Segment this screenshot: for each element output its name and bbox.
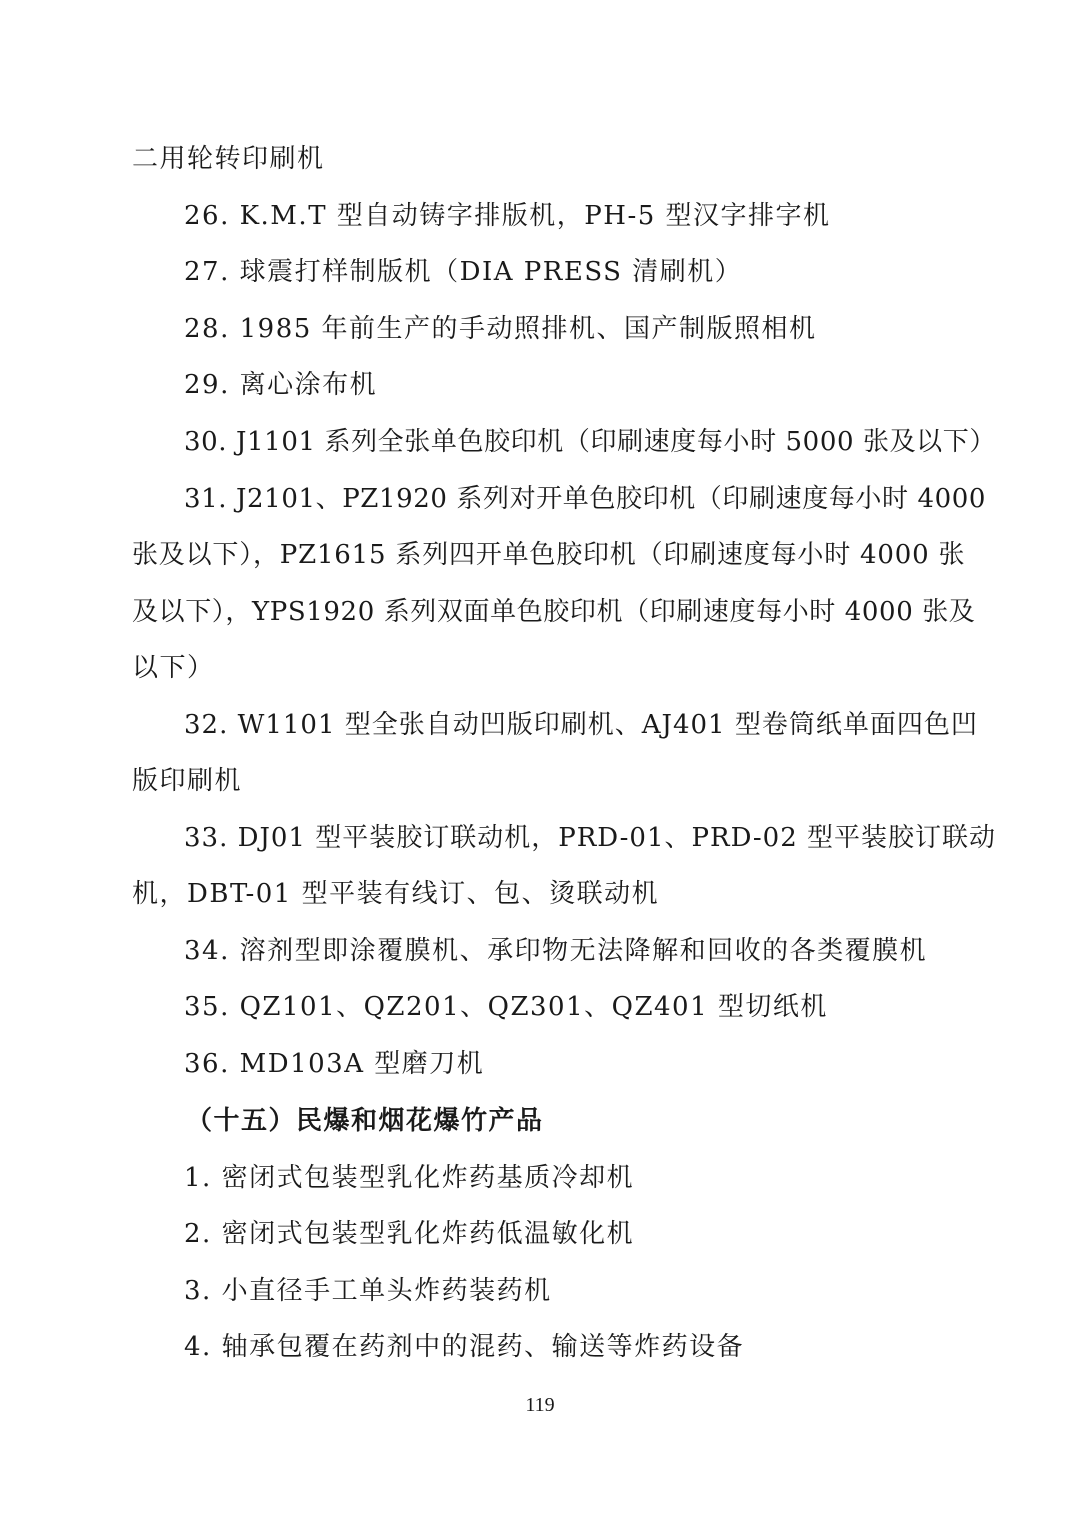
list-item-36: 36. MD103A 型磨刀机 — [184, 1049, 485, 1079]
list-item-33: 33. DJ01 型平装胶订联动机，PRD-01、PRD-02 型平装胶订联动 — [184, 823, 997, 853]
text-line: 机，DBT-01 型平装有线订、包、烫联动机 — [132, 879, 660, 909]
text-line: 及以下），YPS1920 系列双面单色胶印机（印刷速度每小时 4000 张及 — [132, 597, 976, 627]
list-item-30: 30. J1101 系列全张单色胶印机（印刷速度每小时 5000 张及以下） — [184, 427, 996, 457]
section-heading: （十五）民爆和烟花爆竹产品 — [186, 1106, 544, 1136]
list-item-3: 3. 小直径手工单头炸药装药机 — [184, 1276, 552, 1306]
list-item-27: 27. 球震打样制版机（DIA PRESS 清刷机） — [184, 257, 743, 287]
list-item-32: 32. W1101 型全张自动凹版印刷机、AJ401 型卷筒纸单面四色凹 — [184, 710, 978, 740]
list-item-31: 31. J2101、PZ1920 系列对开单色胶印机（印刷速度每小时 4000 — [184, 484, 987, 514]
text-line: 以下） — [132, 653, 215, 683]
list-item-29: 29. 离心涂布机 — [184, 370, 378, 400]
list-item-1: 1. 密闭式包装型乳化炸药基质冷却机 — [184, 1163, 635, 1193]
text-line: 二用轮转印刷机 — [132, 144, 325, 174]
list-item-34: 34. 溶剂型即涂覆膜机、承印物无法降解和回收的各类覆膜机 — [184, 936, 928, 966]
list-item-2: 2. 密闭式包装型乳化炸药低温敏化机 — [184, 1219, 635, 1249]
list-item-35: 35. QZ101、QZ201、QZ301、QZ401 型切纸机 — [184, 992, 828, 1022]
page-number: 119 — [525, 1394, 555, 1416]
list-item-26: 26. K.M.T 型自动铸字排版机，PH-5 型汉字排字机 — [184, 201, 831, 231]
text-line: 张及以下），PZ1615 系列四开单色胶印机（印刷速度每小时 4000 张 — [132, 540, 966, 570]
list-item-28: 28. 1985 年前生产的手动照排机、国产制版照相机 — [184, 314, 817, 344]
list-item-4: 4. 轴承包覆在药剂中的混药、输送等炸药设备 — [184, 1332, 745, 1362]
text-line: 版印刷机 — [132, 766, 243, 796]
